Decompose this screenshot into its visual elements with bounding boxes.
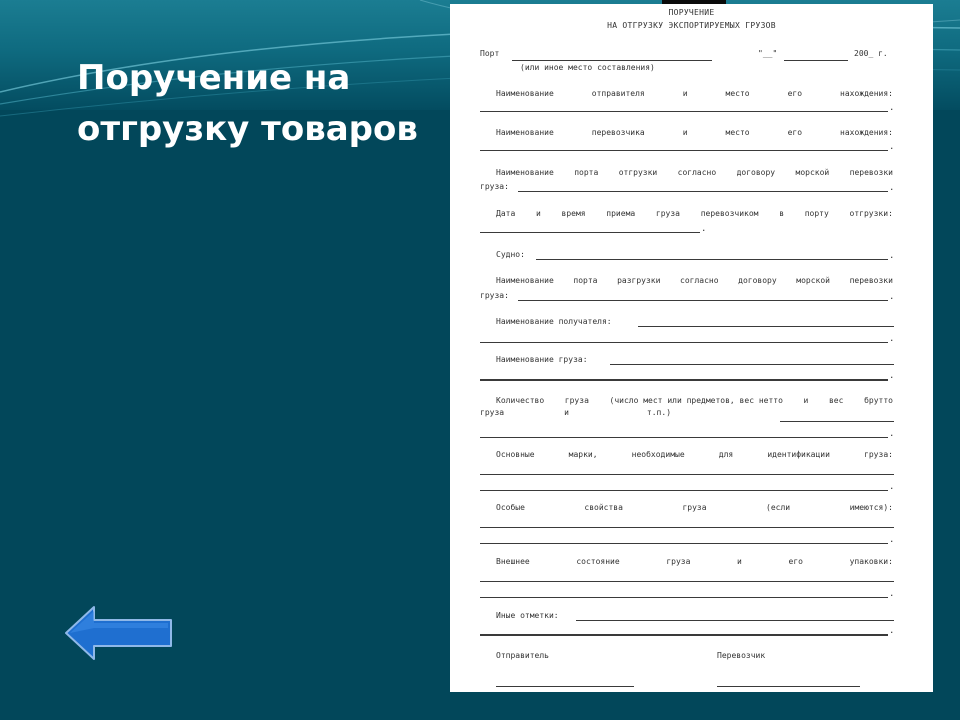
vessel-field-line (536, 259, 888, 260)
quantity-field-line-2 (480, 437, 888, 438)
marks-field-line-2 (480, 490, 888, 491)
place-note: (или иное место составления) (520, 63, 655, 72)
port-field-line (512, 60, 712, 61)
port-label: Порт (480, 49, 500, 58)
marks-field-line-1 (480, 474, 894, 475)
unloading-cargo-label: груза: (480, 291, 509, 300)
quantity-field-line-1 (780, 421, 894, 422)
consignee-field-line-1 (638, 326, 894, 327)
carrier-signature-line (717, 686, 860, 687)
condition-field-line-1 (480, 581, 894, 582)
quantity-label-line-2: груза и т.п.) (480, 408, 672, 417)
document-title: ПОРУЧЕНИЕ (668, 8, 715, 17)
loading-port-label: Наименование порта отгрузки согласно договору морской перевозки (496, 168, 893, 177)
back-button[interactable] (64, 604, 174, 662)
condition-label: Внешнее состояние груза и его упаковки: (496, 557, 893, 566)
acceptance-field-line (480, 232, 700, 233)
date-month-line (784, 60, 848, 61)
properties-field-line-2 (480, 543, 888, 544)
document-subtitle: НА ОТГРУЗКУ ЭКСПОРТИРУЕМЫХ ГРУЗОВ (607, 21, 776, 30)
consignee-label: Наименование получателя: (496, 317, 612, 326)
other-marks-field-line-1 (576, 620, 894, 621)
cargo-name-label: Наименование груза: (496, 355, 588, 364)
cargo-name-field-line-1 (610, 364, 894, 365)
other-marks-field-line-2 (480, 634, 888, 636)
unloading-port-field-line (518, 300, 888, 301)
carrier-label: Наименование перевозчика и место его нахождения: (496, 128, 893, 137)
cargo-name-field-line-2 (480, 379, 888, 381)
sender-field-line (480, 111, 888, 112)
unloading-port-label: Наименование порта разгрузки согласно договору морской перевозки (496, 276, 893, 285)
document-form: ПОРУЧЕНИЕ НА ОТГРУЗКУ ЭКСПОРТИРУЕМЫХ ГРУЗОВ Порт "__" 200_ г. (или иное место составления) Наименование отправителя и место его нахождения: . Наименование перевозчика и место его нахождения: . Наименование порта отгрузки согласно договору морской перевозки груза: . Дата и время приема груза перевозчиком в порту отгрузки: . Судно: . Наименование порта разгрузки согласно договору морской перевозки груза: . Наименование получателя: . Наименование груза: . Количество груза (число мест или предметов, вес нетто и вес брутто груза и т.п.) . Основные марки, необходимые для идентификации груза: . Особые свойства груза (если имеются): . Внешнее состояние груза и его упаковки: . Иные отметки: . Отправитель Перевозчик (450, 4, 933, 692)
slide-title: Поручение на отгрузку товаров (77, 58, 418, 149)
sender-label: Наименование отправителя и место его нахождения: (496, 89, 893, 98)
date-year: 200_ г. (854, 49, 888, 58)
carrier-field-line (480, 150, 888, 151)
properties-label: Особые свойства груза (если имеются): (496, 503, 893, 512)
consignee-field-line-2 (480, 342, 888, 343)
loading-port-field-line (518, 191, 888, 192)
date-day: "__" (758, 49, 778, 58)
other-marks-label: Иные отметки: (496, 611, 559, 620)
marks-label: Основные марки, необходимые для идентификации груза: (496, 450, 893, 459)
vessel-label: Судно: (496, 250, 525, 259)
condition-field-line-2 (480, 597, 888, 598)
loading-cargo-label: груза: (480, 182, 509, 191)
acceptance-label: Дата и время приема груза перевозчиком в порту отгрузки: (496, 209, 893, 218)
properties-field-line-1 (480, 527, 894, 528)
sender-signature-line (496, 686, 634, 687)
sender-signature-label: Отправитель (496, 651, 549, 660)
carrier-signature-label: Перевозчик (717, 651, 766, 660)
quantity-label-line-1: Количество груза (число мест или предметов, вес нетто и вес брутто (496, 396, 893, 405)
arrow-left-icon (64, 604, 174, 662)
